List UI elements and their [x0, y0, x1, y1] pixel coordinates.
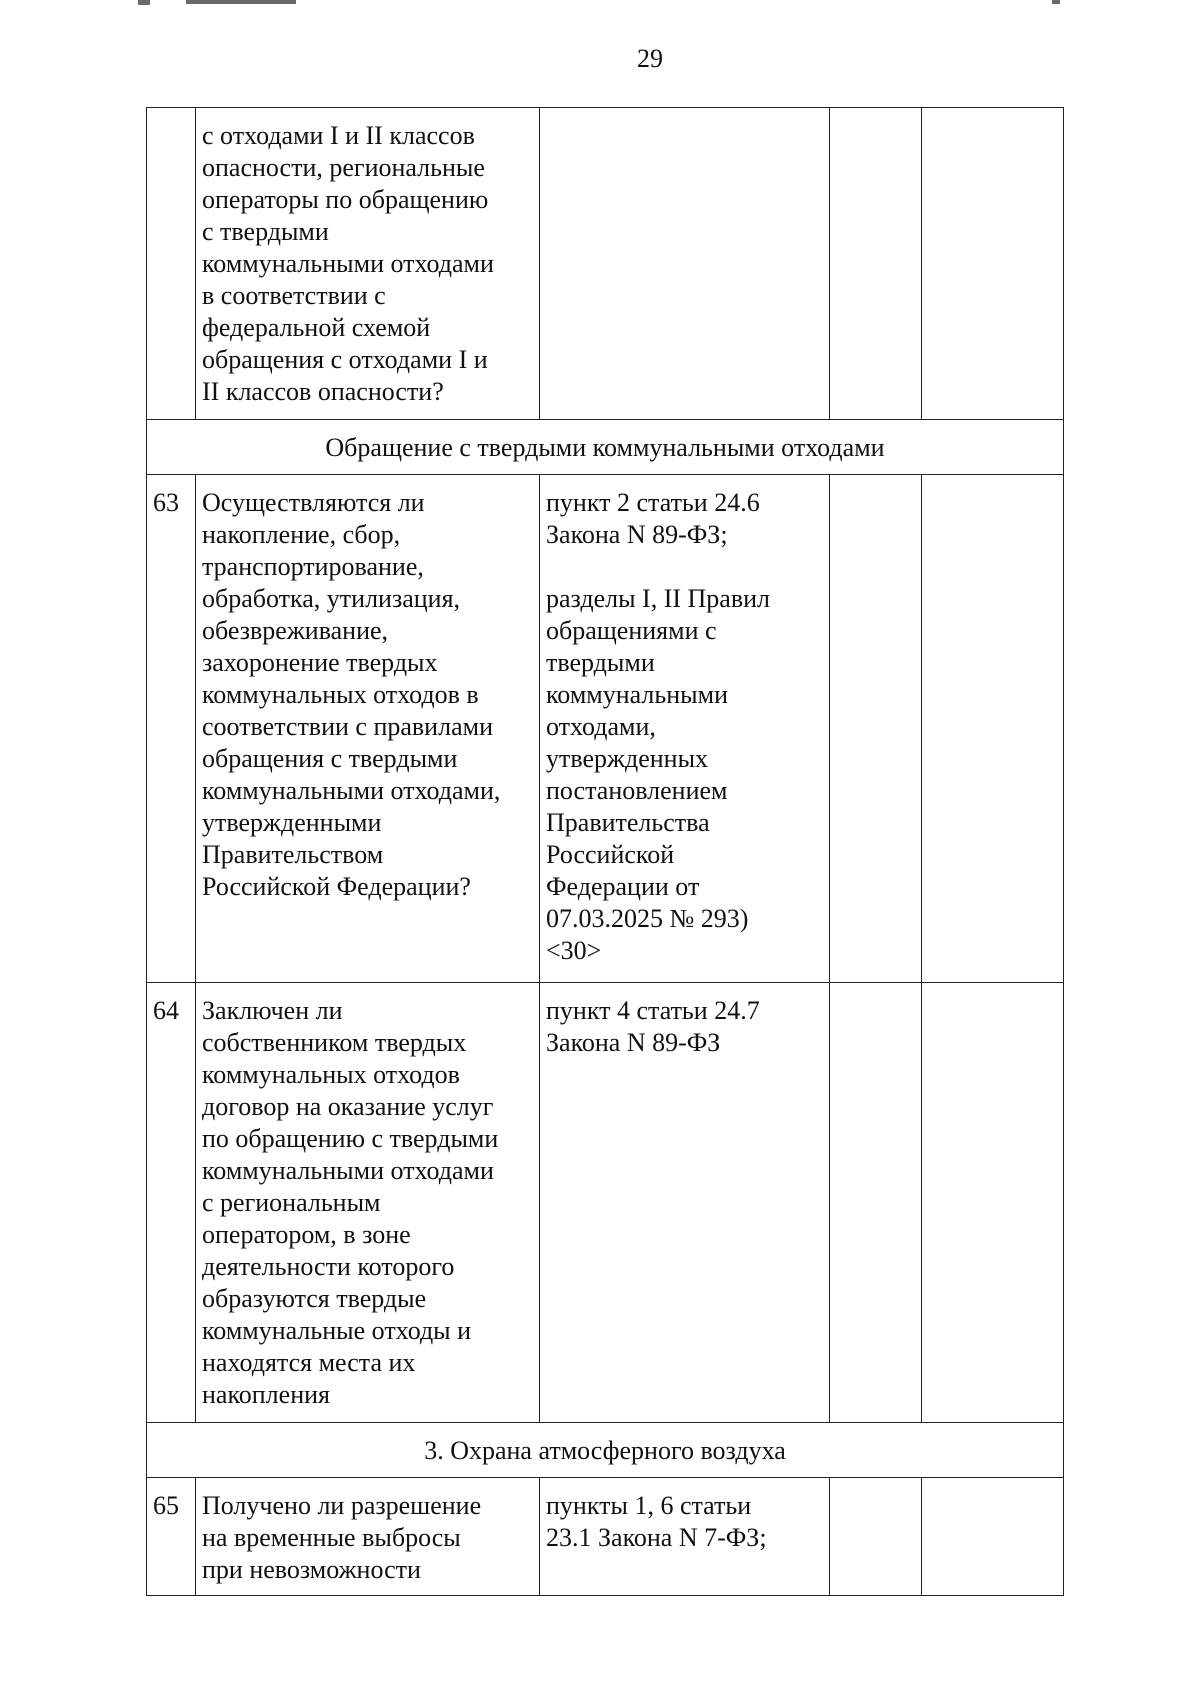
reference-line: Закона N 89-ФЗ	[546, 1028, 721, 1057]
reference-line: 07.03.2025 № 293)	[546, 904, 749, 933]
question-line: коммунальными отходами,	[202, 776, 501, 805]
question-line: опасности, региональные	[202, 153, 485, 182]
reference-line: пункты 1, 6 статьи	[546, 1491, 752, 1520]
question-line: находятся места их	[202, 1348, 416, 1377]
reference-line: коммунальными	[546, 680, 728, 709]
question-line: на временные выбросы	[202, 1523, 461, 1552]
reference-cell	[540, 475, 830, 983]
question-cell	[196, 1478, 540, 1596]
blank-cell	[830, 108, 922, 420]
question-line: операторы по обращению	[202, 185, 489, 214]
blank-cell	[922, 1478, 1064, 1596]
question-line: захоронение твердых	[202, 648, 438, 677]
scan-artifact	[1052, 0, 1060, 4]
question-line: с твердыми	[202, 217, 329, 246]
reference-cell	[540, 1478, 830, 1596]
question-line: накопления	[202, 1380, 330, 1409]
blank-cell	[830, 1478, 922, 1596]
reference-cell	[540, 983, 830, 1423]
question-line: по обращению с твердыми	[202, 1124, 499, 1153]
item-number: 63	[153, 488, 179, 517]
question-line: коммунальных отходов в	[202, 680, 479, 709]
table-row	[147, 475, 1064, 983]
reference-line: Российской	[546, 840, 675, 869]
question-line: обезвреживание,	[202, 616, 389, 645]
reference-line: обращениями с	[546, 616, 717, 645]
reference-line: постановлением	[546, 776, 728, 805]
reference-line: Закона N 89-ФЗ;	[546, 520, 728, 549]
scan-artifact	[186, 0, 296, 4]
reference-cell	[540, 108, 830, 420]
question-line: накопление, сбор,	[202, 520, 401, 549]
checklist-table	[146, 107, 1064, 1596]
question-line: собственником твердых	[202, 1028, 467, 1057]
question-line: образуются твердые	[202, 1284, 427, 1313]
question-line: II классов опасности?	[202, 377, 444, 406]
section-row	[147, 420, 1064, 475]
question-line: коммунальными отходами	[202, 249, 494, 278]
question-cell	[196, 475, 540, 983]
scan-artifact	[138, 0, 150, 5]
question-line: Российской Федерации?	[202, 872, 471, 901]
item-number: 64	[153, 996, 179, 1025]
question-line: оператором, в зоне	[202, 1220, 411, 1249]
reference-line: Федерации от	[546, 872, 700, 901]
question-line: соответствии с правилами	[202, 712, 493, 741]
reference-line: <30>	[546, 936, 602, 965]
question-line: обработка, утилизация,	[202, 584, 461, 613]
section-title: Обращение с твердыми коммунальными отходами	[147, 420, 1064, 475]
question-line: Заключен ли	[202, 996, 343, 1025]
blank-cell	[830, 475, 922, 983]
blank-cell	[922, 475, 1064, 983]
question-line: деятельности которого	[202, 1252, 455, 1281]
question-cell	[196, 983, 540, 1423]
table-row	[147, 983, 1064, 1423]
reference-spacer	[546, 551, 823, 583]
reference-line: твердыми	[546, 648, 655, 677]
question-line: коммунальных отходов	[202, 1060, 460, 1089]
question-line: с отходами I и II классов	[202, 121, 475, 150]
question-line: с региональным	[202, 1188, 381, 1217]
question-line: при невозможности	[202, 1555, 421, 1584]
item-number-cell	[147, 983, 196, 1423]
question-line: Правительством	[202, 840, 384, 869]
question-line: Получено ли разрешение	[202, 1491, 482, 1520]
question-line: федеральной схемой	[202, 313, 431, 342]
question-line: обращения с отходами I и	[202, 345, 488, 374]
question-line: в соответствии с	[202, 281, 386, 310]
question-line: коммунальные отходы и	[202, 1316, 472, 1345]
question-line: транспортирование,	[202, 552, 424, 581]
section-row	[147, 1423, 1064, 1478]
question-line: Осуществляются ли	[202, 488, 425, 517]
blank-cell	[922, 983, 1064, 1423]
reference-line: пункт 2 статьи 24.6	[546, 488, 760, 517]
question-line: договор на оказание услуг	[202, 1092, 494, 1121]
item-number: 65	[153, 1491, 179, 1520]
question-line: утвержденными	[202, 808, 382, 837]
reference-line: утвержденных	[546, 744, 709, 773]
reference-line: 23.1 Закона N 7-ФЗ;	[546, 1523, 767, 1552]
reference-line: пункт 4 статьи 24.7	[546, 996, 760, 1025]
question-cell	[196, 108, 540, 420]
reference-line: Правительства	[546, 808, 710, 837]
table-row	[147, 1478, 1064, 1596]
blank-cell	[830, 983, 922, 1423]
page-number: 29	[637, 44, 663, 73]
reference-line: разделы I, II Правил	[546, 584, 771, 613]
question-line: коммунальными отходами	[202, 1156, 494, 1185]
reference-line: отходами,	[546, 712, 656, 741]
item-number-cell	[147, 475, 196, 983]
section-title: 3. Охрана атмосферного воздуха	[147, 1423, 1064, 1478]
question-line: обращения с твердыми	[202, 744, 458, 773]
item-number-cell	[147, 108, 196, 420]
item-number-cell	[147, 1478, 196, 1596]
blank-cell	[922, 108, 1064, 420]
table-row	[147, 108, 1064, 420]
